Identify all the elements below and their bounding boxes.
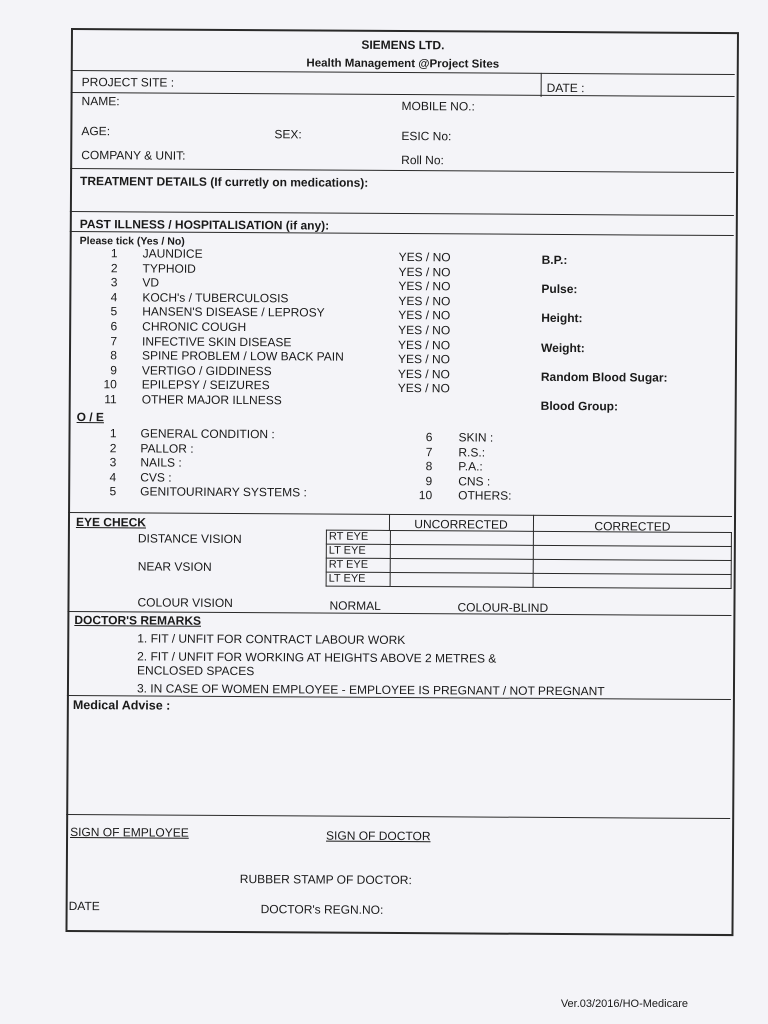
tick-instruction: Please tick (Yes / No) bbox=[79, 235, 185, 248]
oe-label: CVS : bbox=[140, 470, 172, 485]
name-label: NAME: bbox=[81, 94, 120, 109]
illness-label: CHRONIC COUGH bbox=[142, 319, 247, 335]
illness-label: JAUNDICE bbox=[142, 246, 203, 261]
oe-number: 9 bbox=[425, 473, 433, 489]
illness-label: OTHER MAJOR ILLNESS bbox=[141, 392, 282, 408]
health-form bbox=[65, 28, 739, 936]
eye-label: LT EYE bbox=[326, 544, 390, 558]
project-site-label: PROJECT SITE : bbox=[81, 75, 175, 90]
sign-doctor-label: SIGN OF DOCTOR bbox=[326, 828, 431, 844]
vital-label: Random Blood Sugar: bbox=[540, 369, 668, 385]
oe-label: P.A.: bbox=[458, 459, 483, 474]
remark-2: 2. FIT / UNFIT FOR WORKING AT HEIGHTS ABOVE 2 METRES & bbox=[137, 649, 497, 666]
illness-number: 7 bbox=[110, 333, 118, 348]
yes-no-choice[interactable]: YES / NO bbox=[398, 337, 451, 352]
yes-no-choice[interactable]: YES / NO bbox=[398, 323, 451, 338]
oe-label: PALLOR : bbox=[140, 441, 194, 456]
illness-label: HANSEN'S DISEASE / LEPROSY bbox=[142, 304, 325, 320]
corrected-cell[interactable] bbox=[533, 559, 731, 574]
yes-no-choice[interactable]: YES / NO bbox=[398, 293, 451, 309]
remark-1: 1. FIT / UNFIT FOR CONTRACT LABOUR WORK bbox=[137, 631, 406, 648]
doctor-regn-label: DOCTOR's REGN.NO: bbox=[260, 902, 384, 917]
oe-heading: O / E bbox=[76, 410, 105, 425]
eye-vision-grid bbox=[326, 530, 732, 589]
distance-vision-label: DISTANCE VISION bbox=[137, 531, 242, 547]
near-vision-label: NEAR VSION bbox=[137, 559, 212, 574]
oe-number: 6 bbox=[425, 430, 433, 445]
colour-vision-label: COLOUR VISION bbox=[137, 595, 233, 610]
past-illness-heading: PAST ILLNESS / HOSPITALISATION (if any): bbox=[79, 217, 330, 233]
uncorrected-header: UNCORRECTED bbox=[414, 517, 508, 532]
oe-number: 5 bbox=[109, 484, 117, 499]
illness-number: 10 bbox=[103, 377, 117, 392]
oe-label: NAILS : bbox=[140, 455, 182, 470]
yes-no-choice[interactable]: YES / NO bbox=[398, 250, 451, 265]
illness-number: 9 bbox=[110, 363, 117, 378]
oe-number: 8 bbox=[425, 459, 433, 474]
company-unit-label: COMPANY & UNIT: bbox=[81, 148, 186, 163]
rubber-stamp-label: RUBBER STAMP OF DOCTOR: bbox=[239, 872, 412, 888]
vital-label: Pulse: bbox=[541, 282, 578, 297]
illness-number: 11 bbox=[104, 392, 117, 407]
yes-no-choice[interactable]: YES / NO bbox=[397, 352, 451, 367]
vital-label: Height: bbox=[541, 311, 583, 326]
yes-no-choice[interactable]: YES / NO bbox=[398, 308, 451, 323]
illness-number: 6 bbox=[110, 319, 118, 334]
eye-check-heading: EYE CHECK bbox=[75, 515, 147, 530]
illness-number: 5 bbox=[110, 304, 118, 319]
oe-label: OTHERS: bbox=[458, 488, 512, 504]
eye-label: LT EYE bbox=[326, 572, 390, 586]
illness-number: 1 bbox=[110, 246, 118, 261]
illness-number: 4 bbox=[110, 290, 118, 305]
yes-no-choice[interactable]: YES / NO bbox=[398, 279, 451, 294]
oe-number: 3 bbox=[109, 455, 117, 470]
illness-label: KOCH's / TUBERCULOSIS bbox=[142, 290, 289, 306]
illness-label: SPINE PROBLEM / LOW BACK PAIN bbox=[141, 348, 344, 364]
vital-label: B.P.: bbox=[541, 252, 568, 268]
remark-3: 3. IN CASE OF WOMEN EMPLOYEE - EMPLOYEE IS PREGNANT / NOT PREGNANT bbox=[136, 681, 605, 699]
corrected-cell[interactable] bbox=[533, 573, 731, 588]
roll-label: Roll No: bbox=[401, 153, 444, 168]
illness-number: 2 bbox=[110, 260, 118, 275]
oe-label: CNS : bbox=[458, 474, 491, 489]
oe-number: 2 bbox=[109, 440, 117, 455]
form-subtitle: Health Management @Project Sites bbox=[306, 57, 500, 71]
illness-label: EPILEPSY / SEIZURES bbox=[141, 377, 270, 393]
uncorrected-cell[interactable] bbox=[390, 530, 533, 545]
colour-normal-option[interactable]: NORMAL bbox=[329, 598, 381, 613]
remark-2-continued: ENCLOSED SPACES bbox=[137, 663, 255, 679]
oe-number: 7 bbox=[425, 444, 433, 459]
illness-number: 3 bbox=[110, 275, 118, 290]
eye-label: RT EYE bbox=[326, 530, 390, 544]
oe-label: GENERAL CONDITION : bbox=[140, 426, 275, 442]
yes-no-choice[interactable]: YES / NO bbox=[397, 381, 450, 396]
vital-label: Blood Group: bbox=[540, 398, 619, 414]
illness-number: 8 bbox=[110, 348, 118, 363]
eye-label: RT EYE bbox=[326, 558, 390, 572]
oe-label: R.S.: bbox=[458, 444, 486, 460]
version-label: Ver.03/2016/HO-Medicare bbox=[560, 998, 688, 1010]
illness-label: VD bbox=[142, 275, 160, 290]
oe-number: 1 bbox=[109, 426, 117, 441]
doctor-remarks-heading: DOCTOR'S REMARKS bbox=[74, 613, 202, 628]
yes-no-choice[interactable]: YES / NO bbox=[398, 264, 451, 279]
company-title: SIEMENS LTD. bbox=[361, 37, 445, 53]
uncorrected-cell[interactable] bbox=[390, 572, 533, 587]
medical-advise-heading: Medical Advise : bbox=[72, 698, 171, 713]
illness-label: VERTIGO / GIDDINESS bbox=[141, 363, 272, 379]
divider bbox=[541, 73, 542, 97]
sign-employee-label: SIGN OF EMPLOYEE bbox=[70, 825, 189, 840]
vital-label: Weight: bbox=[541, 340, 585, 355]
esic-label: ESIC No: bbox=[401, 129, 452, 144]
yes-no-choice[interactable]: YES / NO bbox=[397, 366, 450, 382]
mobile-label: MOBILE NO.: bbox=[401, 99, 475, 114]
illness-label: TYPHOID bbox=[142, 261, 196, 276]
corrected-cell[interactable] bbox=[533, 531, 731, 546]
corrected-cell[interactable] bbox=[533, 545, 731, 560]
age-label: AGE: bbox=[81, 124, 111, 139]
oe-number: 10 bbox=[418, 488, 433, 503]
illness-label: INFECTIVE SKIN DISEASE bbox=[142, 334, 292, 349]
sex-label: SEX: bbox=[274, 127, 302, 142]
uncorrected-cell[interactable] bbox=[390, 544, 533, 559]
date-label: DATE : bbox=[546, 80, 585, 96]
oe-number: 4 bbox=[109, 470, 117, 485]
corrected-header: CORRECTED bbox=[594, 519, 671, 534]
oe-label: GENITOURINARY SYSTEMS : bbox=[140, 484, 307, 500]
treatment-heading: TREATMENT DETAILS (If curretly on medications): bbox=[80, 174, 369, 190]
eye-row bbox=[326, 572, 731, 588]
date-footer-label: DATE bbox=[68, 899, 100, 914]
oe-label: SKIN : bbox=[458, 430, 494, 445]
uncorrected-cell[interactable] bbox=[390, 558, 533, 573]
colour-blind-option[interactable]: COLOUR-BLIND bbox=[457, 600, 549, 615]
